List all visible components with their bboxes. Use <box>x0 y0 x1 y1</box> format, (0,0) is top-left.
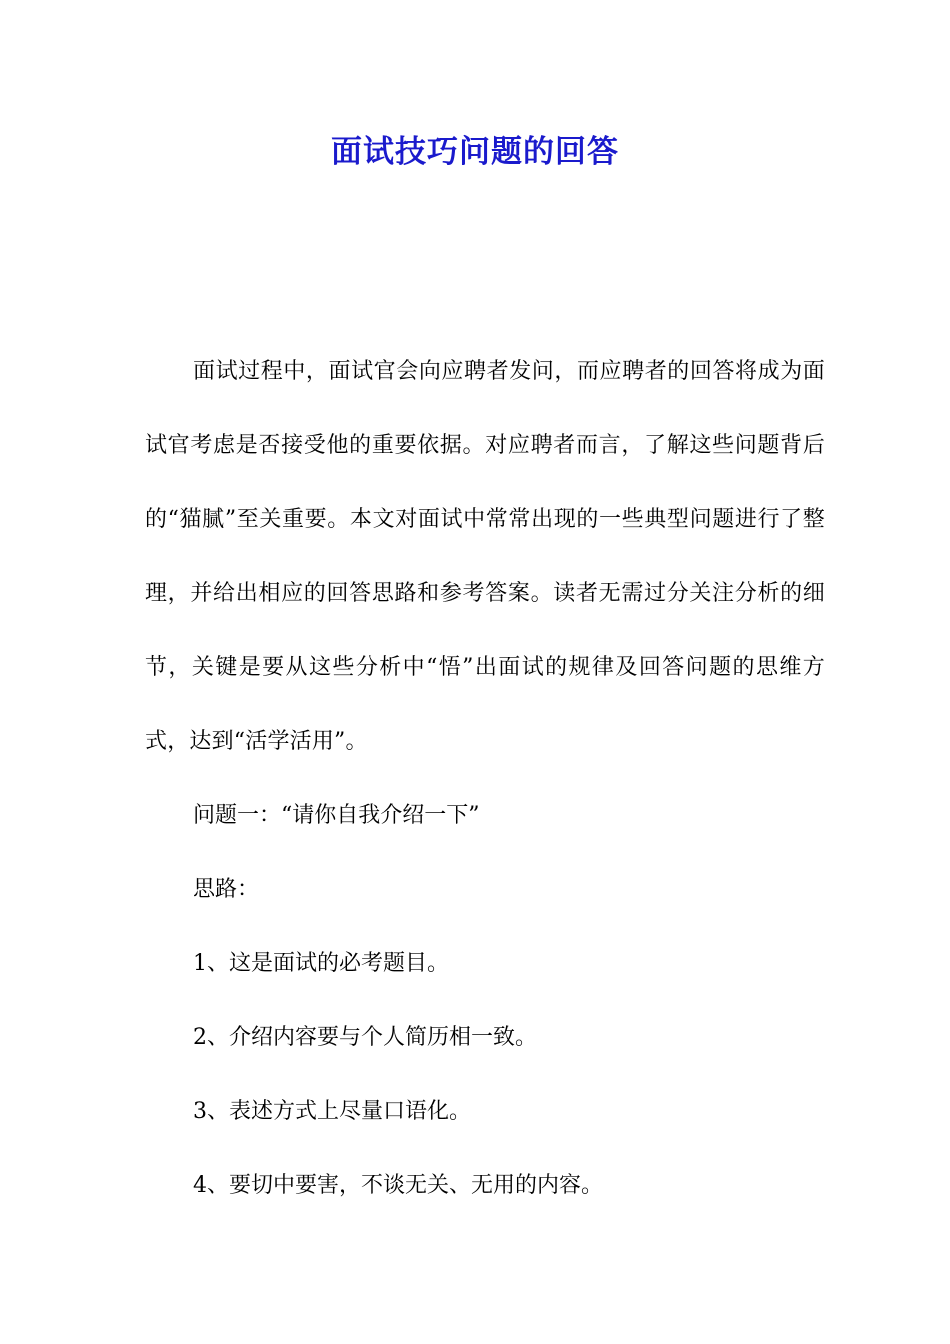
question-heading: 问题一：“请你自我介绍一下” <box>193 803 480 828</box>
thinking-label: 思路： <box>193 877 260 902</box>
list-item: 4、要切中要害，不谈无关、无用的内容。 <box>193 1173 603 1198</box>
document-title: 面试技巧问题的回答 <box>331 134 619 170</box>
list-item: 2、介绍内容要与个人简历相一致。 <box>193 1025 537 1050</box>
list-item: 3、表述方式上尽量口语化。 <box>193 1099 471 1124</box>
intro-paragraph: 面试过程中，面试官会向应聘者发问，而应聘者的回答将成为面试官考虑是否接受他的重要依据。对应聘者而言，了解这些问题背后的“猫腻”至关重要。本文对面试中常常出现的一些典型问题进行了整理，并给出相应的回答思路和参考答案。读者无需过分关注分析的细节，关键是要从这些分析中“悟”出面试的规律及回答问题的思维方式，达到“活学活用”。 <box>145 359 825 754</box>
document-body <box>145 335 825 1223</box>
list-item: 1、这是面试的必考题目。 <box>193 951 449 976</box>
